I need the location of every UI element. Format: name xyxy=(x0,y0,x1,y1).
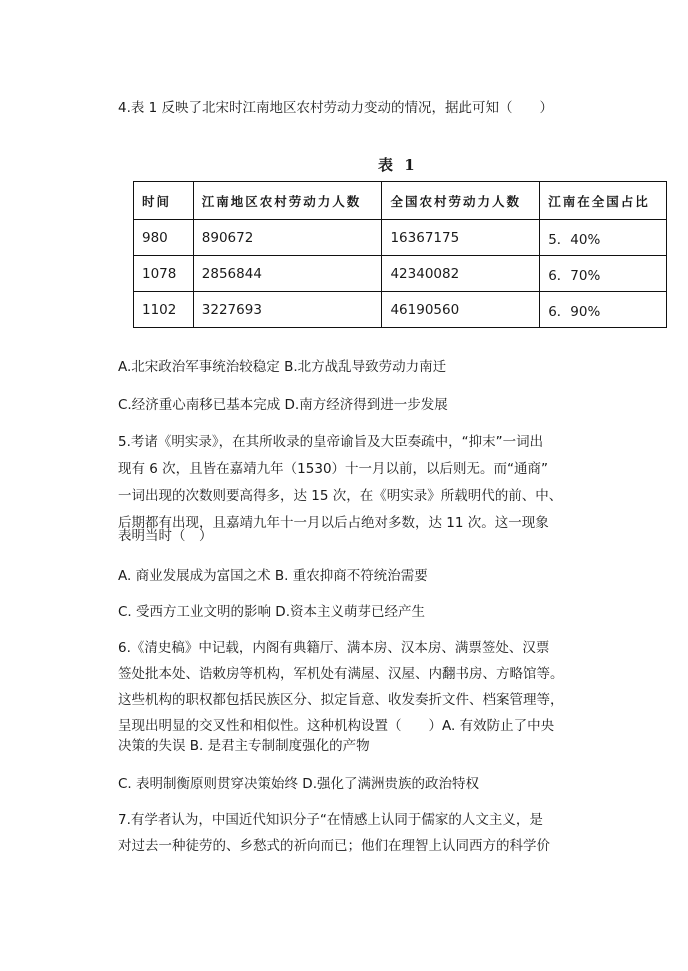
question-5-line: 5.考诸《明实录》，在其所收录的皇帝谕旨及大臣奏疏中，“抑末”一词出 xyxy=(118,434,544,450)
cell-share: 6．90% xyxy=(540,292,667,328)
question-5-options-ab: A. 商业发展成为富国之术 B. 重农抑商不符统治需要 xyxy=(118,568,428,584)
question-4-stem: 4.表 1 反映了北宋时江南地区农村劳动力变动的情况，据此可知（ ） xyxy=(118,100,554,116)
table-caption: 表 1 xyxy=(378,156,418,174)
cell-jiangnan-labor: 890672 xyxy=(193,220,382,256)
question-7-line: 7.有学者认为，中国近代知识分子“在情感上认同于儒家的人文主义，是 xyxy=(118,812,543,828)
question-7-line: 对过去一种徒劳的、乡愁式的祈向而已；他们在理智上认同西方的科学价 xyxy=(118,838,550,854)
question-4-options-ab: A.北宋政治军事统治较稳定 B.北方战乱导致劳动力南迁 xyxy=(118,359,447,375)
cell-jiangnan-labor: 3227693 xyxy=(193,292,382,328)
header-national-labor: 全国农村劳动力人数 xyxy=(382,182,540,220)
question-5-options-cd: C. 受西方工业文明的影响 D.资本主义萌芽已经产生 xyxy=(118,604,425,620)
cell-national-labor: 42340082 xyxy=(382,256,540,292)
question-6-line: 6.《清史稿》中记载，内阁有典籍厅、满本房、汉本房、满票签处、汉票 xyxy=(118,640,550,656)
question-6-line: 呈现出明显的交叉性和相似性。这种机构设置（ ）A. 有效防止了中央 xyxy=(118,718,555,734)
cell-jiangnan-labor: 2856844 xyxy=(193,256,382,292)
question-5-line: 后期都有出现，且嘉靖九年十一月以后占绝对多数，达 11 次。这一现象 xyxy=(118,515,549,531)
labor-force-table xyxy=(133,181,667,328)
question-5-line: 一词出现的次数则要高得多，达 15 次，在《明实录》所载明代的前、中、 xyxy=(118,488,563,504)
header-time: 时间 xyxy=(134,182,194,220)
cell-national-labor: 16367175 xyxy=(382,220,540,256)
question-4-options-cd: C.经济重心南移已基本完成 D.南方经济得到进一步发展 xyxy=(118,397,448,413)
cell-share: 6．70% xyxy=(540,256,667,292)
cell-national-labor: 46190560 xyxy=(382,292,540,328)
question-6-line: 这些机构的职权都包括民族区分、拟定旨意、收发奏折文件、档案管理等， xyxy=(118,692,564,708)
header-share: 江南在全国占比 xyxy=(540,182,667,220)
table-row xyxy=(134,220,667,256)
question-6-options-cd: C. 表明制衡原则贯穿决策始终 D.强化了满洲贵族的政治特权 xyxy=(118,776,479,792)
question-5-line: 现有 6 次，且皆在嘉靖九年（1530）十一月以前，以后则无。而“通商” xyxy=(118,461,549,477)
cell-share: 5．40% xyxy=(540,220,667,256)
header-jiangnan-labor: 江南地区农村劳动力人数 xyxy=(193,182,382,220)
question-6-line: 签处批本处、诰敕房等机构，军机处有满屋、汉屋、内翻书房、方略馆等。 xyxy=(118,666,564,682)
table-header-row xyxy=(134,182,667,220)
cell-time: 1078 xyxy=(134,256,194,292)
cell-time: 980 xyxy=(134,220,194,256)
table-row xyxy=(134,256,667,292)
question-6-line: 决策的失误 B. 是君主专制制度强化的产物 xyxy=(118,738,370,754)
table-row xyxy=(134,292,667,328)
question-5-line: 表明当时（ ） xyxy=(118,528,213,544)
cell-time: 1102 xyxy=(134,292,194,328)
